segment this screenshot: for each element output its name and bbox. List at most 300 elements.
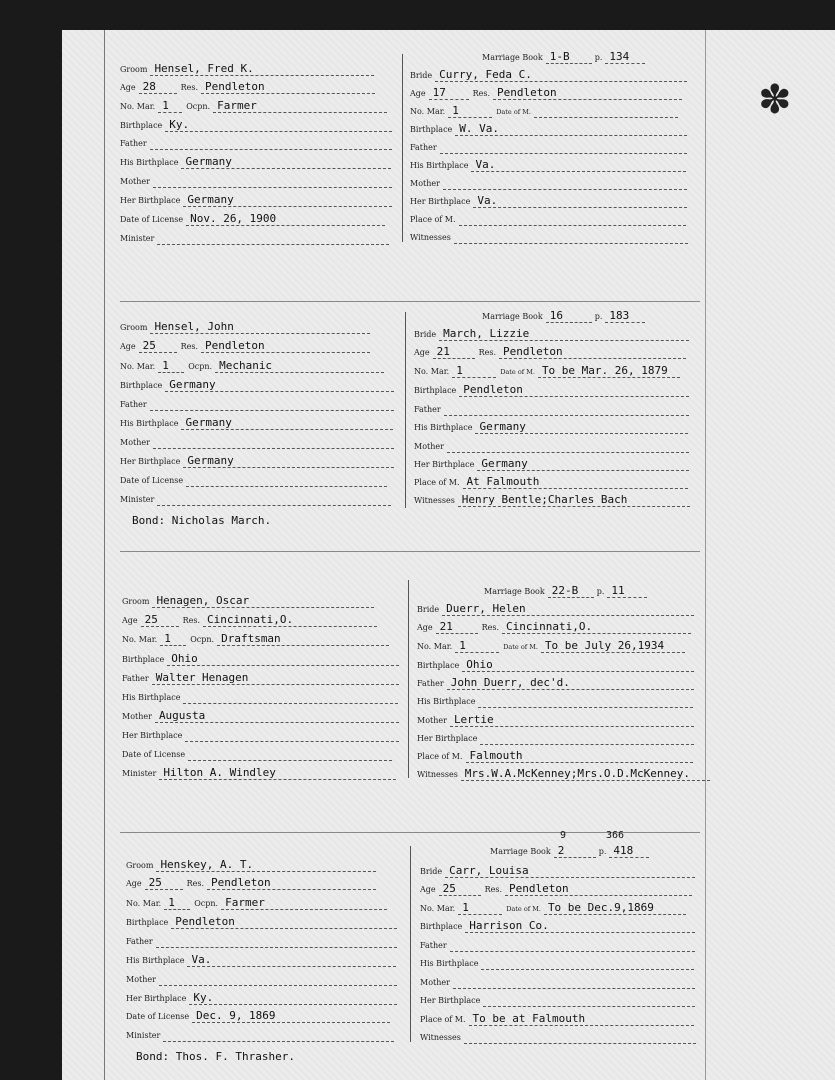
no-mar-label: No. Mar. bbox=[420, 904, 456, 913]
birthplace-row bbox=[120, 374, 394, 392]
his-birthplace-label: His Birthplace bbox=[120, 419, 179, 428]
place-of-marriage: At Falmouth bbox=[463, 475, 688, 489]
page-label: p. bbox=[594, 53, 603, 62]
bride-row bbox=[410, 64, 687, 82]
column-divider bbox=[410, 846, 411, 1042]
minister-row bbox=[126, 1024, 394, 1042]
witnesses-row bbox=[417, 763, 710, 781]
her-birthplace-label: Her Birthplace bbox=[120, 457, 181, 466]
margin-line bbox=[104, 30, 105, 1080]
groom-his-birthplace: Va. bbox=[187, 953, 396, 967]
column-divider bbox=[408, 580, 409, 778]
no-mar-row bbox=[126, 892, 387, 910]
her-birthplace-row bbox=[122, 724, 399, 742]
witnesses: Henry Bentle;Charles Bach bbox=[458, 493, 690, 507]
place-of-marriage: To be at Falmouth bbox=[469, 1012, 694, 1026]
no-mar-row bbox=[122, 628, 389, 646]
bride-age: 21 bbox=[436, 620, 478, 634]
his-birthplace-label: His Birthplace bbox=[120, 158, 179, 167]
witnesses bbox=[464, 1030, 696, 1044]
birthplace-row bbox=[126, 911, 397, 929]
minister bbox=[163, 1028, 394, 1042]
her-birthplace-row bbox=[410, 190, 687, 208]
groom-his-birthplace bbox=[183, 690, 398, 704]
bride-name: March, Lizzie bbox=[439, 327, 689, 341]
no-mar-row bbox=[120, 355, 384, 373]
bride-label: Bride bbox=[410, 71, 433, 80]
his-birthplace-label: His Birthplace bbox=[417, 697, 476, 706]
groom-res: Cincinnati,O. bbox=[203, 613, 377, 627]
bride-father: John Duerr, dec'd. bbox=[447, 676, 694, 690]
birthplace-row bbox=[122, 648, 399, 666]
witnesses: Mrs.W.A.McKenney;Mrs.O.D.McKenney. bbox=[461, 767, 710, 781]
minister: Hilton A. Windley bbox=[159, 766, 396, 780]
her-birthplace-label: Her Birthplace bbox=[420, 996, 481, 1005]
date-of-m-label: Date of M. bbox=[503, 643, 538, 651]
bride-birthplace: Harrison Co. bbox=[465, 919, 695, 933]
father-row bbox=[417, 672, 694, 690]
no-mar-label: No. Mar. bbox=[410, 107, 446, 116]
bride-age: 21 bbox=[433, 345, 475, 359]
no-mar-label: No. Mar. bbox=[417, 642, 453, 651]
groom-res: Pendleton bbox=[201, 339, 370, 353]
mother-label: Mother bbox=[410, 179, 440, 188]
groom-name: Henagen, Oscar bbox=[152, 594, 374, 608]
bride-no-mar: 1 bbox=[452, 364, 496, 378]
her-birthplace-label: Her Birthplace bbox=[120, 196, 181, 205]
age-label: Age bbox=[122, 616, 138, 625]
date-of-license-row bbox=[126, 1005, 390, 1023]
father-row bbox=[122, 667, 399, 685]
witnesses-row bbox=[410, 226, 688, 244]
groom-mother bbox=[159, 972, 397, 986]
father-label: Father bbox=[122, 674, 149, 683]
minister-label: Minister bbox=[122, 769, 157, 778]
groom-age: 28 bbox=[139, 80, 177, 94]
res-label: Res. bbox=[180, 83, 199, 92]
minister-row bbox=[122, 762, 396, 780]
bride-res: Cincinnati,O. bbox=[502, 620, 691, 634]
age-res-row bbox=[417, 616, 691, 634]
bride-age: 17 bbox=[429, 86, 469, 100]
column-divider bbox=[405, 312, 406, 508]
mother-label: Mother bbox=[417, 716, 447, 725]
bride-birthplace: Ohio bbox=[462, 658, 694, 672]
bride-name: Carr, Louisa bbox=[445, 864, 695, 878]
mother-row bbox=[417, 709, 694, 727]
bride-age: 25 bbox=[439, 882, 481, 896]
groom-name: Hensel, John bbox=[150, 320, 370, 334]
bride-her-birthplace: Va. bbox=[473, 194, 687, 208]
bride-father bbox=[450, 938, 695, 952]
groom-no-mar: 1 bbox=[164, 896, 190, 910]
his-birthplace-label: His Birthplace bbox=[414, 423, 473, 432]
place-of-m-label: Place of M. bbox=[410, 215, 456, 224]
place-of-m-label: Place of M. bbox=[420, 1015, 466, 1024]
groom-her-birthplace bbox=[185, 728, 399, 742]
groom-label: Groom bbox=[126, 861, 154, 870]
no-mar-row bbox=[417, 635, 685, 653]
marriage-book-row bbox=[490, 840, 649, 858]
minister-row bbox=[120, 227, 389, 245]
bride-row bbox=[414, 323, 689, 341]
date-of-license-label: Date of License bbox=[120, 476, 184, 485]
no-mar-label: No. Mar. bbox=[414, 367, 450, 376]
birthplace-label: Birthplace bbox=[120, 381, 163, 390]
mother-row bbox=[414, 435, 689, 453]
date-of-marriage bbox=[534, 104, 678, 118]
marriage-book-label: Marriage Book bbox=[490, 847, 551, 856]
marriage-book: 1-B bbox=[546, 50, 592, 64]
her-birthplace-label: Her Birthplace bbox=[414, 460, 475, 469]
place-of-m-row bbox=[414, 471, 688, 489]
groom-her-birthplace: Germany bbox=[183, 454, 394, 468]
groom-mother: Augusta bbox=[155, 709, 399, 723]
bond-note: Bond: Nicholas March. bbox=[132, 514, 272, 527]
bride-her-birthplace bbox=[483, 993, 695, 1007]
groom-label: Groom bbox=[120, 323, 148, 332]
birthplace-label: Birthplace bbox=[420, 922, 463, 931]
page-number-above: 366 bbox=[606, 830, 625, 841]
groom-age: 25 bbox=[145, 876, 183, 890]
bride-res: Pendleton bbox=[505, 882, 692, 896]
age-label: Age bbox=[410, 89, 426, 98]
bride-his-birthplace bbox=[478, 694, 693, 708]
no-mar-row bbox=[414, 360, 680, 378]
his-birthplace-label: His Birthplace bbox=[420, 959, 479, 968]
minister-label: Minister bbox=[120, 234, 155, 243]
groom-her-birthplace: Ky. bbox=[189, 991, 397, 1005]
witnesses bbox=[454, 230, 688, 244]
bride-no-mar: 1 bbox=[448, 104, 492, 118]
witnesses-label: Witnesses bbox=[417, 770, 458, 779]
groom-father bbox=[156, 934, 397, 948]
birthplace-row bbox=[420, 915, 695, 933]
birthplace-label: Birthplace bbox=[126, 918, 169, 927]
age-res-row bbox=[120, 335, 370, 353]
groom-mother bbox=[153, 174, 392, 188]
marriage-book: 16 bbox=[546, 309, 592, 323]
father-label: Father bbox=[120, 139, 147, 148]
her-birthplace-row bbox=[417, 727, 694, 745]
bride-father bbox=[444, 402, 689, 416]
marriage-book-label: Marriage Book bbox=[482, 312, 543, 321]
groom-ocpn: Mechanic bbox=[215, 359, 384, 373]
bride-birthplace: Pendleton bbox=[459, 383, 689, 397]
groom-birthplace: Pendleton bbox=[171, 915, 397, 929]
no-mar-row bbox=[410, 100, 678, 118]
marriage-book-label: Marriage Book bbox=[484, 587, 545, 596]
groom-age: 25 bbox=[139, 339, 177, 353]
record-separator bbox=[120, 551, 700, 552]
page-label: p. bbox=[596, 587, 605, 596]
bride-res: Pendleton bbox=[499, 345, 686, 359]
res-label: Res. bbox=[481, 623, 500, 632]
date-of-m-label: Date of M. bbox=[496, 108, 531, 116]
groom-age: 25 bbox=[141, 613, 179, 627]
bride-her-birthplace: Germany bbox=[477, 457, 689, 471]
groom-no-mar: 1 bbox=[158, 359, 184, 373]
mother-label: Mother bbox=[122, 712, 152, 721]
page-number: 134 bbox=[605, 50, 645, 64]
bride-mother: Lertie bbox=[450, 713, 694, 727]
minister-row bbox=[120, 488, 391, 506]
page-label: p. bbox=[594, 312, 603, 321]
her-birthplace-label: Her Birthplace bbox=[126, 994, 187, 1003]
groom-birthplace: Germany bbox=[165, 378, 394, 392]
groom-ocpn: Farmer bbox=[221, 896, 387, 910]
age-res-row bbox=[126, 872, 376, 890]
date-of-license: Nov. 26, 1900 bbox=[186, 212, 385, 226]
her-birthplace-label: Her Birthplace bbox=[417, 734, 478, 743]
witnesses-row bbox=[414, 489, 690, 507]
record-separator bbox=[120, 301, 700, 302]
groom-row bbox=[122, 590, 374, 608]
mother-label: Mother bbox=[420, 978, 450, 987]
father-label: Father bbox=[417, 679, 444, 688]
groom-row bbox=[126, 854, 376, 872]
age-label: Age bbox=[414, 348, 430, 357]
page-number: 11 bbox=[607, 584, 647, 598]
bride-no-mar: 1 bbox=[455, 639, 499, 653]
bride-mother bbox=[447, 439, 689, 453]
res-label: Res. bbox=[472, 89, 491, 98]
place-of-m-row bbox=[420, 1008, 694, 1026]
age-res-row bbox=[414, 341, 686, 359]
bride-name: Curry, Feda C. bbox=[435, 68, 687, 82]
his-birthplace-row bbox=[126, 949, 396, 967]
age-res-row bbox=[420, 878, 692, 896]
witnesses-row bbox=[420, 1026, 696, 1044]
father-row bbox=[120, 132, 392, 150]
groom-row bbox=[120, 58, 374, 76]
his-birthplace-row bbox=[417, 690, 693, 708]
bride-her-birthplace bbox=[480, 731, 694, 745]
age-label: Age bbox=[126, 879, 142, 888]
birthplace-label: Birthplace bbox=[414, 386, 457, 395]
age-res-row bbox=[410, 82, 682, 100]
place-of-marriage bbox=[459, 212, 686, 226]
birthplace-label: Birthplace bbox=[122, 655, 165, 664]
mother-row bbox=[420, 971, 695, 989]
her-birthplace-row bbox=[120, 450, 394, 468]
place-of-m-row bbox=[417, 745, 693, 763]
groom-birthplace: Ohio bbox=[167, 652, 399, 666]
her-birthplace-row bbox=[414, 453, 689, 471]
ocpn-label: Ocpn. bbox=[194, 899, 219, 908]
place-of-m-label: Place of M. bbox=[417, 752, 463, 761]
father-row bbox=[410, 136, 687, 154]
marriage-book-row bbox=[482, 305, 645, 323]
father-label: Father bbox=[120, 400, 147, 409]
groom-birthplace: Ky. bbox=[165, 118, 392, 132]
mother-label: Mother bbox=[126, 975, 156, 984]
her-birthplace-label: Her Birthplace bbox=[410, 197, 471, 206]
date-of-marriage: To be Dec.9,1869 bbox=[544, 901, 686, 915]
mother-label: Mother bbox=[120, 177, 150, 186]
no-mar-label: No. Mar. bbox=[120, 362, 156, 371]
marriage-book: 2 bbox=[554, 844, 596, 858]
mother-row bbox=[410, 172, 687, 190]
groom-father bbox=[150, 397, 394, 411]
marriage-book-above: 9 bbox=[560, 830, 567, 841]
his-birthplace-row bbox=[120, 151, 391, 169]
groom-res: Pendleton bbox=[201, 80, 375, 94]
column-divider bbox=[402, 54, 403, 242]
place-of-marriage: Falmouth bbox=[466, 749, 693, 763]
groom-no-mar: 1 bbox=[160, 632, 186, 646]
minister bbox=[157, 231, 389, 245]
his-birthplace-row bbox=[120, 412, 393, 430]
minister-label: Minister bbox=[120, 495, 155, 504]
mother-row bbox=[122, 705, 399, 723]
bride-birthplace: W. Va. bbox=[455, 122, 687, 136]
groom-his-birthplace: Germany bbox=[181, 155, 391, 169]
no-mar-row bbox=[120, 95, 387, 113]
age-label: Age bbox=[417, 623, 433, 632]
witnesses-label: Witnesses bbox=[410, 233, 451, 242]
date-of-license-label: Date of License bbox=[120, 215, 184, 224]
date-of-license-row bbox=[122, 743, 392, 761]
father-row bbox=[126, 930, 397, 948]
his-birthplace-row bbox=[414, 416, 688, 434]
her-birthplace-label: Her Birthplace bbox=[122, 731, 183, 740]
witnesses-label: Witnesses bbox=[420, 1033, 461, 1042]
age-label: Age bbox=[120, 83, 136, 92]
his-birthplace-label: His Birthplace bbox=[410, 161, 469, 170]
his-birthplace-row bbox=[122, 686, 398, 704]
page-number: 418 bbox=[609, 844, 649, 858]
right-rule bbox=[705, 30, 706, 1080]
ocpn-label: Ocpn. bbox=[188, 362, 213, 371]
bride-his-birthplace bbox=[481, 956, 694, 970]
birthplace-row bbox=[120, 114, 392, 132]
minister bbox=[157, 492, 391, 506]
res-label: Res. bbox=[478, 348, 497, 357]
his-birthplace-label: His Birthplace bbox=[126, 956, 185, 965]
groom-ocpn: Farmer bbox=[213, 99, 387, 113]
marriage-book-row bbox=[484, 580, 647, 598]
ocpn-label: Ocpn. bbox=[190, 635, 215, 644]
bride-name: Duerr, Helen bbox=[442, 602, 694, 616]
date-of-license-row bbox=[120, 469, 387, 487]
marriage-book-label: Marriage Book bbox=[482, 53, 543, 62]
mother-label: Mother bbox=[414, 442, 444, 451]
groom-name: Henskey, A. T. bbox=[156, 858, 376, 872]
marriage-book-row bbox=[482, 46, 645, 64]
father-row bbox=[420, 934, 695, 952]
date-of-marriage: To be July 26,1934 bbox=[541, 639, 685, 653]
groom-her-birthplace: Germany bbox=[183, 193, 392, 207]
res-label: Res. bbox=[484, 885, 503, 894]
groom-row bbox=[120, 316, 370, 334]
bride-no-mar: 1 bbox=[458, 901, 502, 915]
birthplace-label: Birthplace bbox=[417, 661, 460, 670]
his-birthplace-label: His Birthplace bbox=[122, 693, 181, 702]
his-birthplace-row bbox=[420, 952, 694, 970]
bride-his-birthplace: Va. bbox=[471, 158, 686, 172]
bride-label: Bride bbox=[420, 867, 443, 876]
birthplace-row bbox=[410, 118, 687, 136]
father-label: Father bbox=[410, 143, 437, 152]
his-birthplace-row bbox=[410, 154, 686, 172]
her-birthplace-row bbox=[126, 987, 397, 1005]
mother-row bbox=[120, 170, 392, 188]
minister-label: Minister bbox=[126, 1031, 161, 1040]
bride-label: Bride bbox=[414, 330, 437, 339]
bride-mother bbox=[453, 975, 695, 989]
bride-father bbox=[440, 140, 687, 154]
date-of-m-label: Date of M. bbox=[506, 905, 541, 913]
no-mar-label: No. Mar. bbox=[120, 102, 156, 111]
witnesses-label: Witnesses bbox=[414, 496, 455, 505]
father-label: Father bbox=[420, 941, 447, 950]
age-res-row bbox=[120, 76, 375, 94]
date-of-license-label: Date of License bbox=[122, 750, 186, 759]
age-res-row bbox=[122, 609, 377, 627]
father-row bbox=[414, 398, 689, 416]
father-label: Father bbox=[126, 937, 153, 946]
birthplace-label: Birthplace bbox=[410, 125, 453, 134]
date-of-license-label: Date of License bbox=[126, 1012, 190, 1021]
groom-his-birthplace: Germany bbox=[181, 416, 393, 430]
date-of-license-row bbox=[120, 208, 385, 226]
date-of-license bbox=[186, 473, 387, 487]
groom-mother bbox=[153, 435, 394, 449]
birthplace-label: Birthplace bbox=[120, 121, 163, 130]
bride-label: Bride bbox=[417, 605, 440, 614]
groom-label: Groom bbox=[122, 597, 150, 606]
bride-row bbox=[417, 598, 694, 616]
bride-his-birthplace: Germany bbox=[475, 420, 688, 434]
no-mar-label: No. Mar. bbox=[122, 635, 158, 644]
bond-note: Bond: Thos. F. Thrasher. bbox=[136, 1050, 295, 1063]
page-label: p. bbox=[598, 847, 607, 856]
date-of-license: Dec. 9, 1869 bbox=[192, 1009, 390, 1023]
birthplace-row bbox=[414, 379, 689, 397]
date-of-license bbox=[188, 747, 392, 761]
father-row bbox=[120, 393, 394, 411]
father-label: Father bbox=[414, 405, 441, 414]
date-of-m-label: Date of M. bbox=[500, 368, 535, 376]
date-of-marriage: To be Mar. 26, 1879 bbox=[538, 364, 680, 378]
groom-label: Groom bbox=[120, 65, 148, 74]
her-birthplace-row bbox=[420, 989, 695, 1007]
bride-row bbox=[420, 860, 695, 878]
groom-name: Hensel, Fred K. bbox=[150, 62, 374, 76]
groom-ocpn: Draftsman bbox=[217, 632, 389, 646]
marriage-book: 22-B bbox=[548, 584, 594, 598]
no-mar-row bbox=[420, 897, 686, 915]
bride-res: Pendleton bbox=[493, 86, 682, 100]
age-label: Age bbox=[120, 342, 136, 351]
mother-row bbox=[120, 431, 394, 449]
age-label: Age bbox=[420, 885, 436, 894]
groom-father bbox=[150, 136, 392, 150]
res-label: Res. bbox=[186, 879, 205, 888]
ink-blot-icon: ✽ bbox=[758, 77, 792, 123]
place-of-m-row bbox=[410, 208, 686, 226]
ocpn-label: Ocpn. bbox=[186, 102, 211, 111]
no-mar-label: No. Mar. bbox=[126, 899, 162, 908]
res-label: Res. bbox=[182, 616, 201, 625]
res-label: Res. bbox=[180, 342, 199, 351]
birthplace-row bbox=[417, 654, 694, 672]
mother-row bbox=[126, 968, 397, 986]
page-number: 183 bbox=[605, 309, 645, 323]
mother-label: Mother bbox=[120, 438, 150, 447]
groom-no-mar: 1 bbox=[158, 99, 182, 113]
